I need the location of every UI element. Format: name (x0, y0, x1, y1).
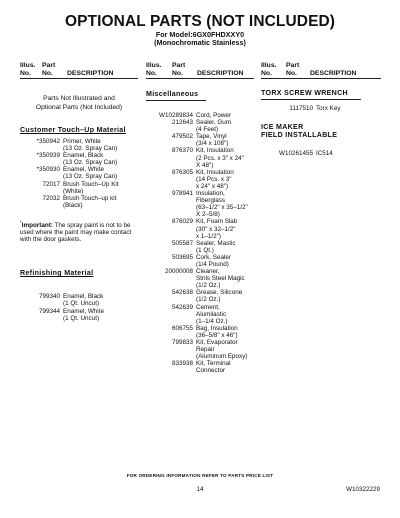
description-line: (1/2 Oz.) (196, 296, 221, 304)
part-description (193, 169, 234, 190)
part-number: 876029 (171, 218, 193, 226)
icemaker-title-line: FIELD INSTALLABLE (261, 131, 338, 140)
part-description (60, 152, 117, 166)
description-line: Fiberglass (196, 197, 226, 205)
description-line: (63–1/2" x 35–1/2" (196, 204, 248, 212)
part-description (193, 254, 231, 268)
description-line: Sealer, Mastic (196, 239, 236, 247)
part-number: *350939 (36, 152, 60, 160)
description-line: Repair (196, 346, 215, 354)
part-row (146, 304, 254, 325)
part-number: 212643 (171, 119, 193, 127)
description-line: (30" x 32–1/2" (196, 225, 236, 233)
description-line: Enamel, White (63, 307, 104, 315)
part-number: 799344 (38, 307, 60, 315)
part-description (193, 289, 242, 303)
part-number: 479502 (171, 133, 193, 141)
description-line: (White) (63, 187, 84, 195)
section-title-icemaker (261, 123, 381, 139)
part-number: *350930 (36, 166, 60, 174)
description-line: X 2–5/8) (196, 211, 220, 219)
description-line: (1 Qt. Uncut) (63, 314, 100, 322)
description-line: (1 Qt.) (196, 246, 214, 254)
part-row (146, 254, 254, 268)
description-line: (13 Oz. Spray Can) (63, 173, 118, 181)
part-row (146, 147, 254, 168)
part-description (193, 339, 247, 360)
header-illus: Illus. (146, 62, 162, 69)
part-row (146, 289, 254, 303)
column-2 (146, 62, 254, 374)
part-description (193, 240, 236, 254)
misc-list (146, 112, 254, 374)
part-description (313, 150, 333, 157)
part-row (146, 169, 254, 190)
part-number: 799340 (38, 293, 60, 301)
page-number: 14 (196, 486, 204, 493)
header-description: DESCRIPTION (197, 70, 244, 77)
header-part-no: No. (172, 70, 183, 77)
description-line: IC514 (316, 150, 333, 158)
intro-line: Parts Not Illustrated and (43, 95, 115, 102)
part-row (20, 152, 138, 166)
description-line: Sealer, Gum (196, 119, 231, 127)
description-line: (13 Oz. Spray Can) (63, 159, 118, 167)
description-line: Grease, Silicone (196, 289, 243, 297)
description-line: Alumilastic (196, 310, 227, 318)
description-line: Stnls Steel Magic (196, 275, 245, 283)
part-row (146, 119, 254, 133)
document-number: W10322229 (346, 486, 380, 493)
description-line: Brush Touch–Up Kit (63, 180, 119, 188)
description-line: Kit, Insulation (196, 147, 234, 155)
part-row (20, 166, 138, 180)
part-description (193, 360, 231, 374)
part-number: 1117510 (289, 105, 313, 112)
part-description (313, 105, 341, 112)
part-description (60, 166, 117, 180)
description-line: (1–1/4 Oz.) (196, 317, 228, 325)
part-number: W10289834 (159, 112, 193, 119)
part-row (20, 195, 138, 209)
header-no: No. (20, 70, 31, 77)
part-number: 503695 (171, 253, 193, 261)
part-row (20, 138, 138, 152)
intro-line: Optional Parts (Not Included) (35, 103, 123, 111)
part-number: 833938 (171, 360, 193, 368)
description-line: (36–5/8" x 46") (196, 331, 238, 339)
description-line: Insulation, (196, 190, 225, 198)
header-part: Part (42, 62, 56, 69)
part-number: W10261455 (279, 150, 313, 158)
description-line: Cleaner, (196, 268, 220, 276)
icemaker-title-line: ICE MAKER (261, 123, 304, 132)
description-line: Bag, Insulation (196, 324, 238, 332)
part-row (146, 112, 254, 119)
section-title-misc: Miscellaneous (146, 90, 206, 101)
header-part-no: No. (42, 70, 53, 77)
column-header (20, 62, 138, 79)
part-number: 542639 (171, 303, 193, 311)
description-line: (1 Qt. Uncut) (63, 300, 100, 308)
part-description (60, 293, 103, 307)
part-description (193, 325, 238, 339)
icemaker-list (261, 150, 381, 157)
description-line: Kit, Terminal (196, 360, 231, 368)
part-row (261, 105, 381, 112)
part-row (146, 268, 254, 289)
column-1 (20, 62, 138, 322)
part-row (146, 218, 254, 239)
part-row (20, 181, 138, 195)
part-description (60, 138, 117, 152)
part-description (193, 190, 248, 218)
description-line: (1/2 Oz.) (196, 282, 221, 290)
part-number: 978941 (171, 190, 193, 198)
part-number: 505587 (171, 239, 193, 247)
part-description (60, 181, 119, 195)
header-no: No. (146, 70, 157, 77)
part-description (193, 112, 231, 119)
intro-text (20, 95, 138, 112)
description-line: (13 Oz. Spray Can) (63, 145, 118, 153)
part-row (20, 293, 138, 307)
header-illus: Illus. (261, 62, 277, 69)
description-line: Torx Key (316, 105, 341, 112)
description-line: (4 Feet) (196, 126, 219, 134)
description-line: Tape, Vinyl (196, 133, 227, 141)
description-line: Kit, Insulation (196, 168, 234, 176)
description-line: Enamel, Black (63, 293, 104, 301)
part-number: 542638 (171, 289, 193, 297)
description-line: Kit, Foam Slab (196, 218, 238, 226)
part-row (146, 240, 254, 254)
description-line: Cork, Sealer (196, 253, 231, 261)
header-description: DESCRIPTION (310, 70, 357, 77)
note-star: * (20, 219, 22, 225)
description-line: Connector (196, 367, 226, 375)
description-line: (1/4 Pound) (196, 260, 229, 268)
part-row (146, 190, 254, 218)
header-part-no: No. (286, 70, 297, 77)
refinishing-list (20, 293, 138, 321)
header-part: Part (172, 62, 186, 69)
part-description (193, 147, 244, 168)
header-no: No. (261, 70, 272, 77)
description-line: (Aluminum Epoxy) (196, 353, 248, 361)
part-description (193, 218, 237, 239)
description-line: x 24" x 48") (196, 182, 229, 190)
description-line: Enamel, Black (63, 152, 104, 160)
part-number: 799833 (171, 339, 193, 346)
description-line: Primer, White (63, 138, 101, 145)
page-title: OPTIONAL PARTS (NOT INCLUDED) (64, 13, 336, 30)
part-row (146, 360, 254, 374)
header-illus: Illus. (20, 62, 36, 69)
important-note (20, 219, 138, 243)
part-description (193, 304, 228, 325)
model-line: For Model:6GX0FHDXXY0 (155, 30, 245, 39)
finish-line: (Monochromatic Stainless) (154, 38, 246, 47)
description-line: X 48") (196, 161, 214, 169)
note-label: Important: (21, 222, 53, 230)
description-line: Cement, (196, 303, 220, 311)
part-description (193, 133, 228, 147)
touchup-list (20, 138, 138, 209)
part-description (193, 119, 231, 133)
part-number: 20000008 (164, 268, 193, 276)
part-row (146, 339, 254, 360)
part-row (20, 308, 138, 322)
column-header (261, 62, 381, 79)
section-title-touchup: Customer Touch–Up Material (20, 126, 126, 134)
part-number: 606755 (171, 324, 193, 332)
note-text: The spray paint is not to be used where the paint may make contact with the door gaskets. (20, 222, 132, 244)
part-row (146, 325, 254, 339)
part-row (261, 150, 381, 157)
section-title-torx: TORX SCREW WRENCH (261, 89, 361, 100)
part-description (193, 268, 245, 289)
section-title-refinishing: Refinishing Material (20, 269, 94, 278)
description-line: Brush Touch–up kit (63, 194, 117, 202)
description-line: Cord, Power (196, 112, 231, 119)
description-line: x 1–1/2") (196, 232, 221, 240)
description-line: (3/4 x 108") (196, 140, 229, 148)
part-description (60, 195, 116, 209)
description-line: (Black) (63, 201, 83, 209)
description-line: (2 Pcs. x 3" x 24" (196, 154, 244, 162)
part-description (60, 308, 104, 322)
column-header (146, 62, 254, 79)
part-number: 72017 (42, 180, 60, 188)
description-line: Kit, Evaporator (196, 339, 238, 346)
column-3 (261, 62, 381, 157)
description-line: Enamel, White (63, 166, 104, 174)
part-row (146, 133, 254, 147)
part-number: 876370 (171, 147, 193, 155)
description-line: (14 Pcs. x 3" (196, 175, 232, 183)
header-part: Part (286, 62, 300, 69)
part-number: *350942 (36, 138, 60, 145)
ordering-footer: FOR ORDERING INFORMATION REFER TO PARTS PRICE LIST (126, 473, 274, 478)
torx-list (261, 105, 381, 112)
part-number: 72032 (42, 194, 60, 202)
part-number: 876305 (171, 168, 193, 176)
header-description: DESCRIPTION (67, 70, 114, 77)
